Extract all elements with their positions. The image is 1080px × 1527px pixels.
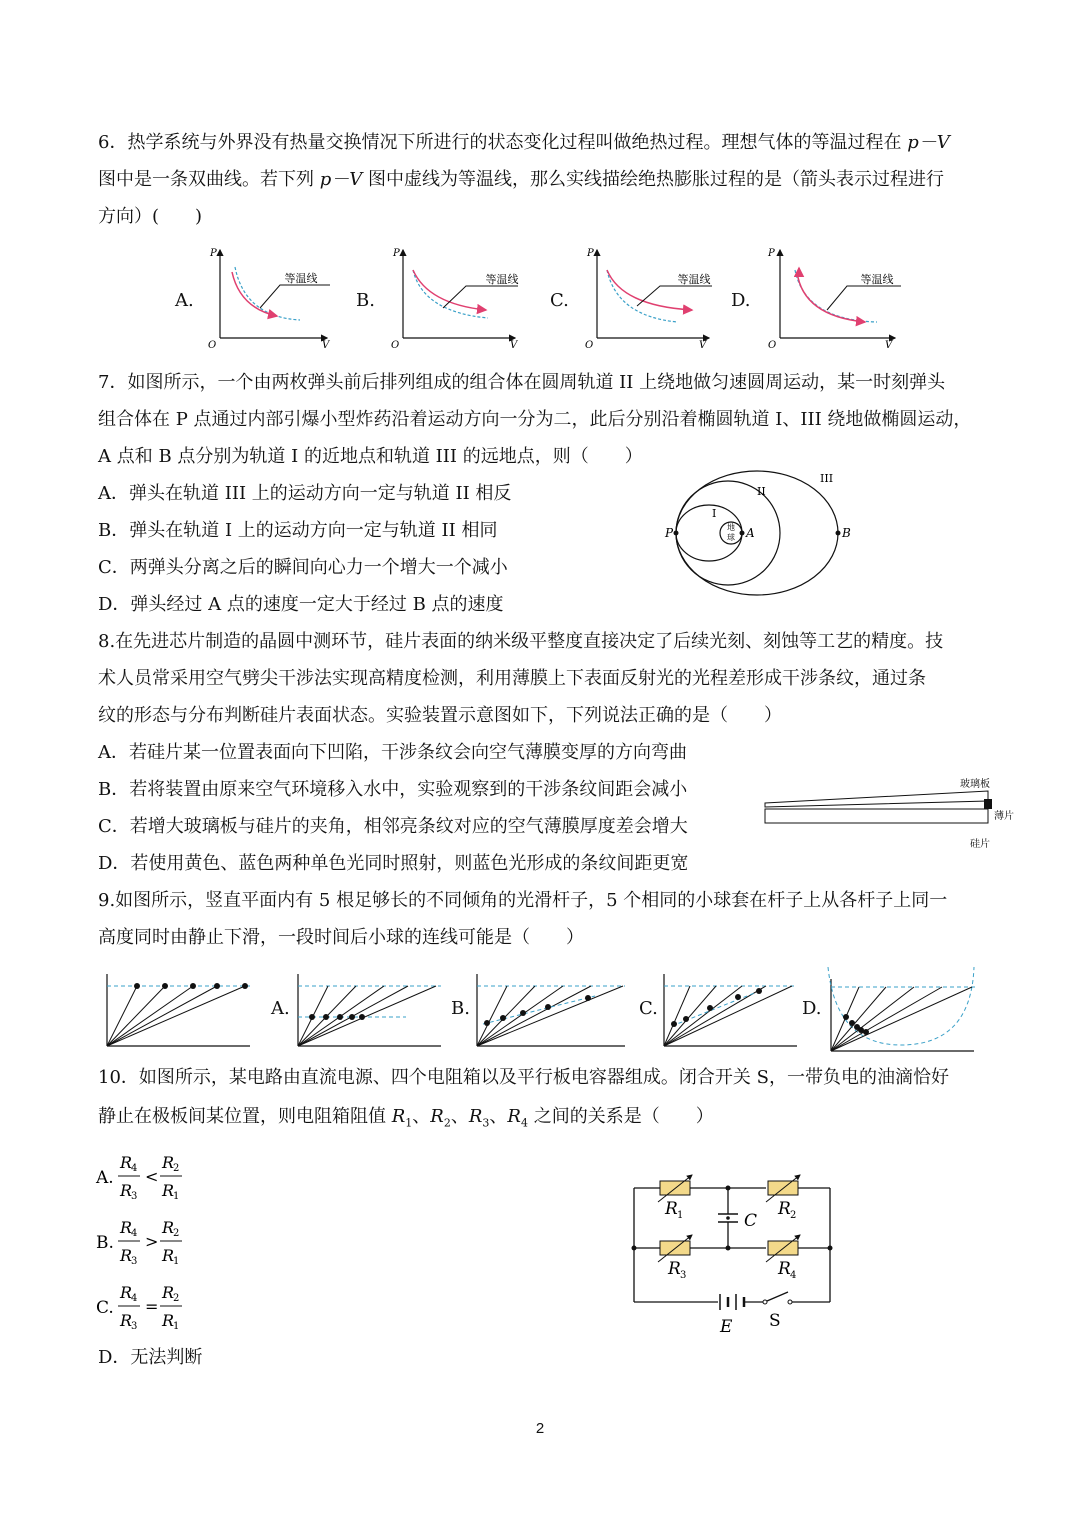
r-symbol: R <box>120 1218 133 1237</box>
capacitor-label: C <box>744 1211 758 1231</box>
glass-plate <box>765 791 988 807</box>
q10-option-a[interactable] <box>96 1150 216 1205</box>
r-symbol: R <box>162 1283 175 1302</box>
q10-option-b[interactable] <box>96 1215 216 1270</box>
q10-text-2a: 静止在极板间某位置，则电阻箱阻值 <box>98 1106 386 1127</box>
q7-option-c[interactable]: C．两弹头分离之后的瞬间向心力一个增大一个减小 <box>98 557 508 578</box>
q6-pv-symbol-2: p－V <box>319 169 363 190</box>
q6-graph-c <box>582 242 717 354</box>
orbit-ii-label: II <box>757 485 766 498</box>
q9-option-b-label[interactable]: B. <box>451 998 470 1019</box>
r2-label-sub: 2 <box>790 1210 797 1221</box>
relation-symbol: = <box>145 1297 159 1316</box>
q6-line-3: 方向）( ) <box>98 206 203 227</box>
q10-circuit-figure <box>628 1170 843 1340</box>
q9-option-b-figure <box>475 970 630 1050</box>
q9-line-2: 高度同时由静止下滑，一段时间后小球的连线可能是（ ） <box>98 927 584 948</box>
orbit-i-label: I <box>712 507 717 520</box>
subscript: 3 <box>131 1256 138 1267</box>
q7-line-3: A 点和 B 点分别为轨道 I 的近地点和轨道 III 的远地点，则（ ） <box>98 446 643 467</box>
glass-plate-label: 玻璃板 <box>960 779 990 790</box>
q6-option-c-label[interactable]: C. <box>550 290 569 311</box>
earth-label-1: 地 <box>727 523 735 532</box>
subscript: 4 <box>131 1163 138 1174</box>
isotherm-label-d: 等温线 <box>860 273 894 286</box>
axis-v-label-b: V <box>510 340 518 351</box>
q6-option-b-label[interactable]: B. <box>356 290 375 311</box>
switch-s <box>767 1292 788 1301</box>
r4-label-sub: 4 <box>790 1270 797 1281</box>
battery-label: E <box>720 1317 733 1337</box>
option-b-letter: B. <box>96 1233 114 1253</box>
axis-p-label-a: P <box>210 248 217 259</box>
r-symbol: R <box>120 1311 133 1330</box>
r2-label: R <box>778 1199 791 1219</box>
q9-option-c-figure <box>662 970 802 1050</box>
q6-pv-symbol: p－V <box>907 132 950 153</box>
q9-reference-figure <box>105 970 255 1050</box>
origin-label-d: O <box>768 340 777 351</box>
r-symbol: R <box>162 1218 175 1237</box>
subscript: 1 <box>173 1191 180 1202</box>
r-symbol: R <box>162 1153 175 1172</box>
r1-subscript: 1 <box>405 1116 413 1130</box>
axis-v-label-c: V <box>699 340 707 351</box>
q8-option-a[interactable]: A．若硅片某一位置表面向下凹陷，干涉条纹会向空气薄膜变厚的方向弯曲 <box>98 742 687 763</box>
r2-subscript: 2 <box>443 1116 451 1130</box>
origin-label-b: O <box>391 340 400 351</box>
point-p-label: P <box>665 526 674 540</box>
separator: 、 <box>450 1106 469 1127</box>
q8-option-b[interactable]: B．若将装置由原来空气环境移入水中，实验观察到的干涉条纹间距会减小 <box>98 779 688 800</box>
r-symbol: R <box>162 1181 175 1200</box>
subscript: 4 <box>131 1293 138 1304</box>
q7-option-d[interactable]: D．弹头经过 A 点的速度一定大于经过 B 点的速度 <box>98 594 504 615</box>
axis-v-label-a: V <box>322 340 330 351</box>
q6-line-1 <box>98 132 950 154</box>
r1-label: R <box>665 1199 678 1219</box>
subscript: 2 <box>173 1293 180 1304</box>
separator: 、 <box>412 1106 431 1127</box>
q6-option-a-label[interactable]: A. <box>175 290 194 311</box>
q8-option-d[interactable]: D．若使用黄色、蓝色两种单色光同时照射，则蓝色光形成的条纹间距更宽 <box>98 853 689 874</box>
q9-option-a-label[interactable]: A. <box>271 998 290 1019</box>
subscript: 1 <box>173 1256 180 1267</box>
q8-line-1: 8.在先进芯片制造的晶圆中测环节，硅片表面的纳米级平整度直接决定了后续光刻、刻蚀等工艺的精度。技 <box>98 631 944 652</box>
r3-subscript: 3 <box>482 1116 490 1130</box>
r-symbol: R <box>468 1106 483 1127</box>
oil-drop <box>726 1216 730 1220</box>
separator: 、 <box>489 1106 508 1127</box>
thin-sheet-label: 薄片 <box>994 811 1014 822</box>
relation-symbol: < <box>145 1167 159 1186</box>
q8-air-wedge-figure <box>760 775 1020 855</box>
isotherm-label-a: 等温线 <box>284 272 318 285</box>
switch-label: S <box>769 1311 781 1331</box>
thin-sheet <box>984 799 992 809</box>
subscript: 3 <box>131 1191 138 1202</box>
orbit-iii-label: III <box>820 472 834 485</box>
r-symbol: R <box>120 1283 133 1302</box>
r-symbol: R <box>162 1311 175 1330</box>
q6-graph-b <box>388 242 523 354</box>
q10-text-2b: 之间的关系是（ ） <box>533 1106 714 1127</box>
axis-p-label-c: P <box>587 248 594 259</box>
relation-symbol: > <box>145 1232 159 1251</box>
q9-option-d-figure <box>826 965 981 1055</box>
q6-text-1: 6．热学系统与外界没有热量交换情况下所进行的状态变化过程叫做绝热过程。理想气体的等温过程在 <box>98 132 902 153</box>
origin-label-c: O <box>585 340 594 351</box>
r-symbol: R <box>120 1246 133 1265</box>
q6-line-2 <box>98 169 944 191</box>
q10-line-2 <box>98 1106 714 1135</box>
subscript: 4 <box>131 1228 138 1239</box>
q8-line-2: 术人员常采用空气劈尖干涉法实现高精度检测，利用薄膜上下表面反射光的光程差形成干涉条纹，通过条 <box>98 668 926 689</box>
q10-option-d[interactable]: D．无法判断 <box>98 1347 203 1368</box>
origin-label-a: O <box>208 340 217 351</box>
r-symbol: R <box>507 1106 521 1127</box>
point-b-label: B <box>842 526 851 540</box>
option-a-letter: A. <box>96 1168 114 1188</box>
silicon-wafer-label: 硅片 <box>970 839 990 850</box>
q6-graph-d <box>765 242 905 354</box>
subscript: 1 <box>173 1321 180 1332</box>
page-number: 2 <box>535 1420 545 1437</box>
q7-option-a[interactable]: A．弹头在轨道 III 上的运动方向一定与轨道 II 相反 <box>98 483 512 504</box>
q6-graph-a <box>205 242 335 354</box>
q10-line-1: 10．如图所示，某电路由直流电源、四个电阻箱以及平行板电容器组成。闭合开关 S，一带负电的油滴恰好 <box>98 1067 949 1088</box>
r-symbol: R <box>430 1106 444 1127</box>
q6-text-2b: 图中虚线为等温线，那么实线描绘绝热膨胀过程的是（箭头表示过程进行 <box>368 169 944 190</box>
silicon-wafer <box>765 809 988 823</box>
earth-label-2: 球 <box>727 533 735 542</box>
q9-option-c-label[interactable]: C. <box>639 998 658 1019</box>
r4-label: R <box>778 1259 791 1279</box>
q6-text-2a: 图中是一条双曲线。若下列 <box>98 169 314 190</box>
q7-line-1: 7．如图所示，一个由两枚弹头前后排列组成的组合体在圆周轨道 II 上绕地做匀速圆周运动，某一时刻弹头 <box>98 372 946 393</box>
q7-orbit-figure <box>665 465 865 605</box>
r-symbol: R <box>120 1153 133 1172</box>
q7-line-2: 组合体在 P 点通过内部引爆小型炸药沿着运动方向一分为二，此后分别沿着椭圆轨道 I、III 绕地做椭圆运动， <box>98 409 972 430</box>
q10-option-c[interactable] <box>96 1280 216 1335</box>
subscript: 2 <box>173 1228 180 1239</box>
q8-option-c[interactable]: C．若增大玻璃板与硅片的夹角，相邻亮条纹对应的空气薄膜厚度差会增大 <box>98 816 688 837</box>
isotherm-label-b: 等温线 <box>485 273 519 286</box>
subscript: 2 <box>173 1163 180 1174</box>
axis-v-label-d: V <box>885 340 893 351</box>
point-a-label: A <box>746 526 755 540</box>
q8-line-3: 纹的形态与分布判断硅片表面状态。实验装置示意图如下，下列说法正确的是（ ） <box>98 705 782 726</box>
r-symbol: R <box>391 1106 406 1127</box>
q6-option-d-label[interactable]: D. <box>731 290 751 311</box>
axis-p-label-d: P <box>768 248 775 259</box>
subscript: 3 <box>131 1321 138 1332</box>
r3-label: R <box>668 1259 681 1279</box>
r1-label-sub: 1 <box>677 1210 684 1221</box>
r-symbol: R <box>162 1246 175 1265</box>
r4-subscript: 4 <box>520 1116 528 1130</box>
isotherm-label-c: 等温线 <box>677 273 711 286</box>
q9-option-d-label[interactable]: D. <box>802 998 822 1019</box>
q7-option-b[interactable]: B．弹头在轨道 I 上的运动方向一定与轨道 II 相同 <box>98 520 498 541</box>
r-symbol: R <box>120 1181 133 1200</box>
axis-p-label-b: P <box>393 248 400 259</box>
q9-line-1: 9.如图所示，竖直平面内有 5 根足够长的不同倾角的光滑杆子，5 个相同的小球套在杆子上从各杆子上同一 <box>98 890 948 911</box>
option-c-letter: C. <box>96 1298 114 1318</box>
r3-label-sub: 3 <box>680 1270 687 1281</box>
q9-option-a-figure <box>296 970 446 1050</box>
